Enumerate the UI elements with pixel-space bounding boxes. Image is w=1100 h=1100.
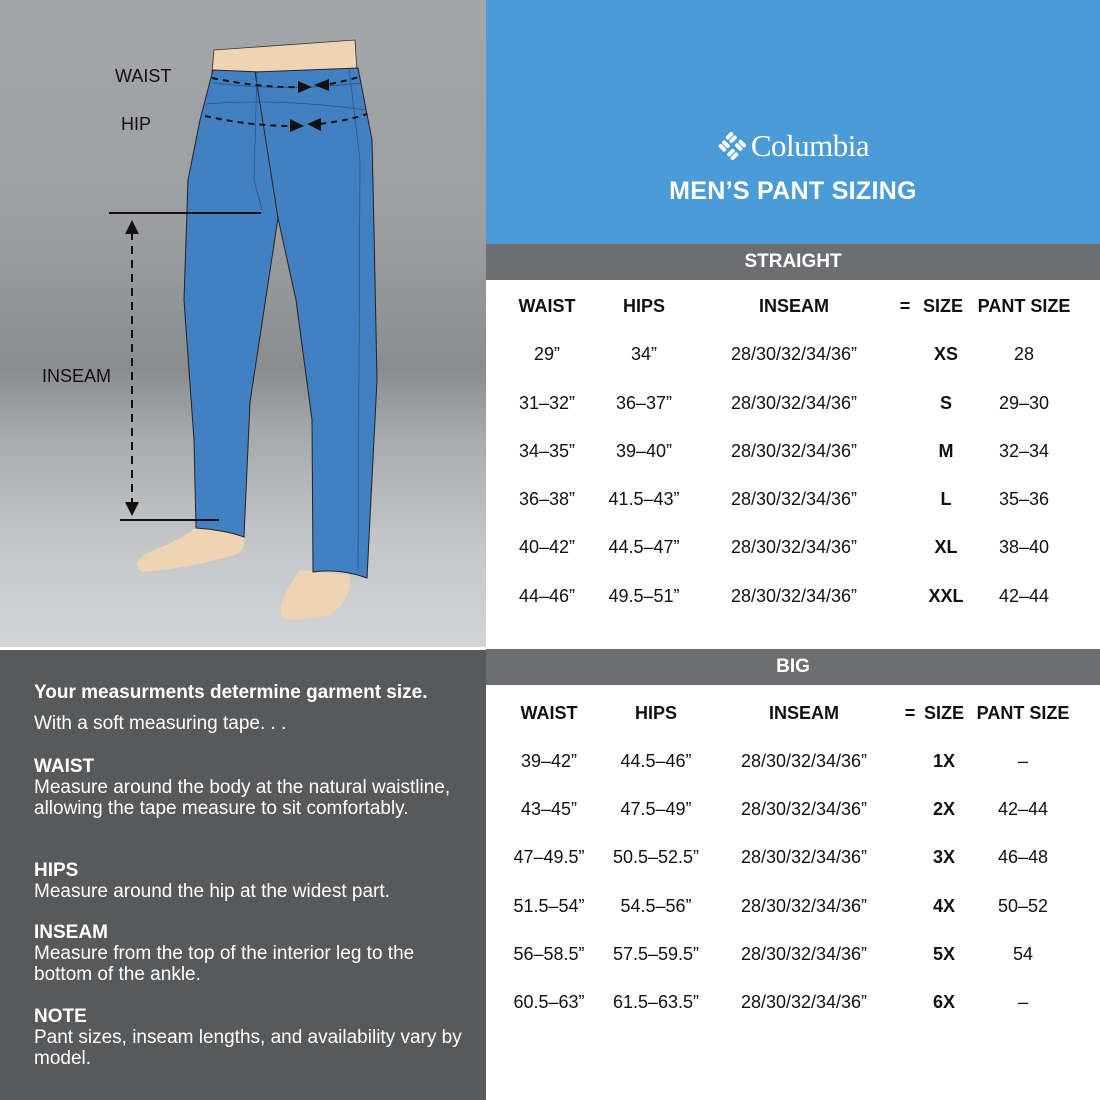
columbia-diamond-icon (717, 131, 747, 161)
cell-hips: 44.5–47” (608, 537, 680, 557)
cell-inseam: 28/30/32/34/36” (740, 944, 868, 964)
cell-inseam: 28/30/32/34/36” (740, 751, 868, 771)
table-row (486, 344, 1100, 374)
cell-waist: 40–42” (518, 537, 576, 557)
instruction-text: Measure around the hip at the widest part. (34, 881, 390, 902)
cell-waist: 39–42” (520, 751, 578, 771)
cell-pant-size: 42–44 (997, 799, 1049, 819)
cell-pant-size: 54 (1012, 944, 1034, 964)
cell-size: L (940, 489, 952, 509)
cell-waist: 44–46” (518, 586, 576, 606)
cell-pant-size: 46–48 (997, 847, 1049, 867)
cell-waist: 31–32” (518, 393, 576, 413)
cell-size: 3X (932, 847, 956, 867)
cell-size: 6X (932, 992, 956, 1012)
cell-hips: 50.5–52.5” (612, 847, 700, 867)
pants-illustration-panel (0, 0, 486, 647)
cell-hips: 36–37” (615, 393, 673, 413)
straight-size-table (486, 280, 1100, 649)
big-size-table (486, 685, 1100, 1100)
cell-pant-size: 32–34 (998, 441, 1050, 461)
cell-hips: 61.5–63.5” (612, 992, 700, 1012)
cell-inseam: 28/30/32/34/36” (740, 799, 868, 819)
arrow-up-icon (125, 220, 139, 234)
brand-name: Columbia (750, 128, 870, 163)
table-row (486, 896, 1100, 926)
table-header (486, 296, 1100, 326)
cell-inseam: 28/30/32/34/36” (730, 586, 858, 606)
cell-hips: 34” (630, 344, 658, 364)
instruction-waist (34, 756, 464, 819)
instruction-title: WAIST (34, 756, 95, 777)
col-eq: = (899, 296, 911, 316)
pants-illustration (0, 0, 486, 647)
cell-pant-size: 28 (1013, 344, 1035, 364)
cell-inseam: 28/30/32/34/36” (740, 896, 868, 916)
cell-waist: 60.5–63” (513, 992, 585, 1012)
instructions-intro: With a soft measuring tape. . . (34, 713, 287, 734)
cell-waist: 43–45” (520, 799, 578, 819)
instruction-title: NOTE (34, 1006, 87, 1027)
instruction-title: INSEAM (34, 922, 108, 943)
cell-pant-size: 50–52 (997, 896, 1049, 916)
instructions-panel (0, 650, 486, 1100)
table-row (486, 586, 1100, 616)
col-size: SIZE (923, 703, 965, 723)
instruction-note (34, 1006, 464, 1069)
cell-hips: 44.5–46” (620, 751, 692, 771)
col-hips: HIPS (634, 703, 678, 723)
col-inseam: INSEAM (768, 703, 840, 723)
cell-size: 5X (932, 944, 956, 964)
cell-pant-size: 35–36 (998, 489, 1050, 509)
cell-waist: 51.5–54” (513, 896, 585, 916)
cell-inseam: 28/30/32/34/36” (740, 992, 868, 1012)
col-inseam: INSEAM (758, 296, 830, 316)
col-hips: HIPS (622, 296, 666, 316)
cell-size: XL (934, 537, 958, 557)
section-bar-straight: STRAIGHT (486, 244, 1100, 280)
instruction-inseam (34, 922, 464, 985)
cell-waist: 29” (533, 344, 561, 364)
table-row (486, 489, 1100, 519)
cell-hips: 57.5–59.5” (612, 944, 700, 964)
cell-size: S (939, 393, 953, 413)
brand-logo (486, 128, 1100, 164)
cell-waist: 56–58.5” (513, 944, 585, 964)
cell-inseam: 28/30/32/34/36” (730, 489, 858, 509)
col-eq: = (904, 703, 916, 723)
table-row (486, 393, 1100, 423)
instruction-hips (34, 860, 464, 902)
cell-waist: 34–35” (518, 441, 576, 461)
cell-size: 2X (932, 799, 956, 819)
cell-inseam: 28/30/32/34/36” (730, 441, 858, 461)
cell-inseam: 28/30/32/34/36” (730, 393, 858, 413)
inseam-label: INSEAM (42, 366, 112, 386)
table-row (486, 751, 1100, 781)
cell-size: XXL (928, 586, 964, 606)
cell-size: 1X (932, 751, 956, 771)
table-row (486, 537, 1100, 567)
instructions-heading: Your measurments determine garment size. (34, 682, 428, 703)
cell-inseam: 28/30/32/34/36” (730, 537, 858, 557)
section-bar-big: BIG (486, 649, 1100, 685)
col-pant-size: PANT SIZE (976, 703, 1070, 723)
cell-size: XS (933, 344, 959, 364)
cell-pant-size: 29–30 (998, 393, 1050, 413)
instruction-text: Measure from the top of the interior leg to the bottom of the ankle. (34, 943, 415, 985)
hip-label: HIP (121, 114, 152, 134)
cell-hips: 47.5–49” (620, 799, 692, 819)
cell-inseam: 28/30/32/34/36” (740, 847, 868, 867)
col-pant-size: PANT SIZE (977, 296, 1071, 316)
table-row (486, 441, 1100, 471)
instruction-text: Pant sizes, inseam lengths, and availability vary by model. (34, 1027, 462, 1069)
table-row (486, 799, 1100, 829)
cell-hips: 49.5–51” (608, 586, 680, 606)
cell-hips: 41.5–43” (608, 489, 680, 509)
cell-size: M (938, 441, 954, 461)
header-banner (486, 0, 1100, 244)
cell-hips: 54.5–56” (620, 896, 692, 916)
instruction-text: Measure around the body at the natural waistline, allowing the tape measure to sit comfortably. (34, 777, 451, 819)
col-waist: WAIST (520, 703, 578, 723)
table-row (486, 847, 1100, 877)
cell-pant-size: – (1017, 751, 1029, 771)
cell-size: 4X (932, 896, 956, 916)
table-row (486, 992, 1100, 1022)
cell-waist: 47–49.5” (513, 847, 585, 867)
col-size: SIZE (922, 296, 964, 316)
cell-hips: 39–40” (615, 441, 673, 461)
instruction-title: HIPS (34, 860, 79, 881)
page-title: MEN’S PANT SIZING (669, 177, 917, 205)
cell-pant-size: – (1017, 992, 1029, 1012)
table-row (486, 944, 1100, 974)
cell-waist: 36–38” (518, 489, 576, 509)
cell-inseam: 28/30/32/34/36” (730, 344, 858, 364)
cell-pant-size: 38–40 (998, 537, 1050, 557)
col-waist: WAIST (518, 296, 576, 316)
table-header (486, 703, 1100, 733)
cell-pant-size: 42–44 (998, 586, 1050, 606)
arrow-down-icon (125, 502, 139, 516)
waist-label: WAIST (115, 66, 172, 86)
